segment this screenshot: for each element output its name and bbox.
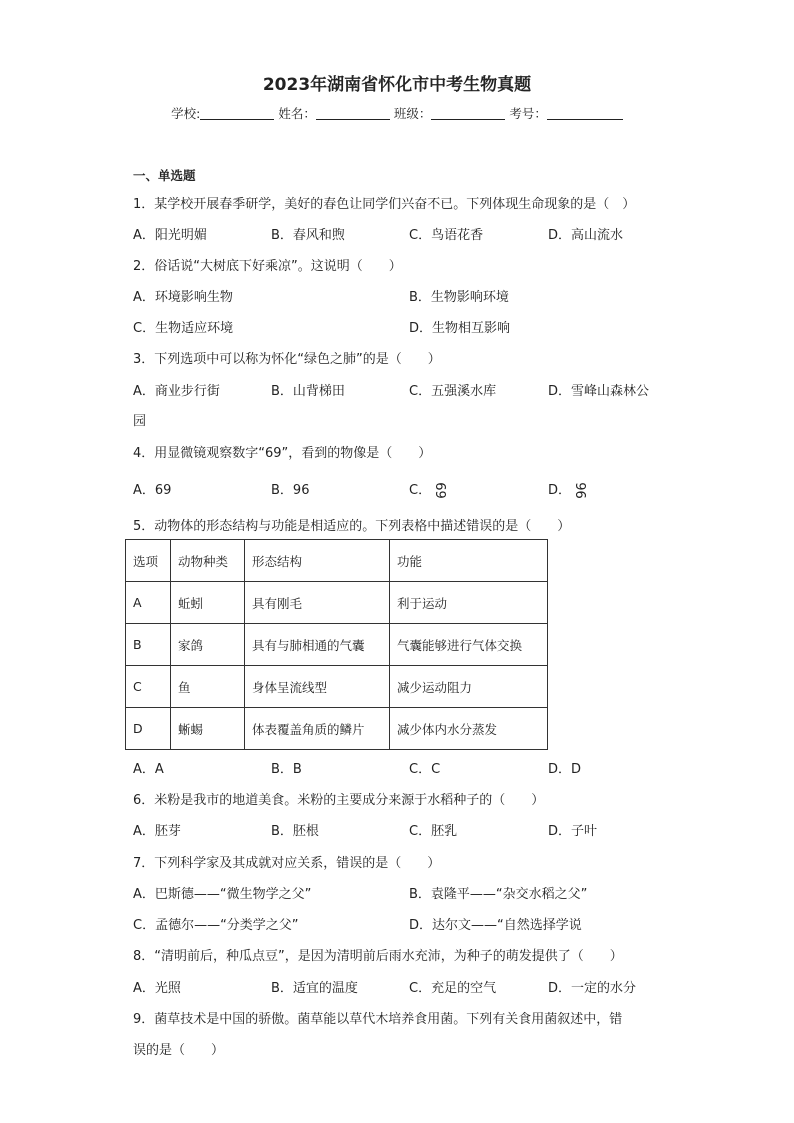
q1-option-a: A．阳光明媚 — [133, 228, 207, 243]
table-cell: 减少体内水分蒸发 — [390, 708, 548, 750]
question-8: 8．“清明前后，种瓜点豆”，是因为清明前后雨水充沛，为种子的萌发提供了（ ） — [133, 949, 623, 964]
q3-option-a: A．商业步行街 — [133, 384, 220, 399]
q8-option-a: A．光照 — [133, 981, 181, 996]
table-cell: 体表覆盖角质的鳞片 — [245, 708, 390, 750]
table-cell: A — [126, 582, 171, 624]
table-row — [126, 666, 548, 708]
table-cell: 蜥蜴 — [171, 708, 245, 750]
question-7: 7．下列科学家及其成就对应关系，错误的是（ ） — [133, 856, 441, 871]
q2-option-c: C．生物适应环境 — [133, 321, 234, 336]
table-cell: D — [126, 708, 171, 750]
q1-option-c: C．鸟语花香 — [409, 228, 484, 243]
class-label: 班级： — [393, 106, 432, 121]
q4-option-a: A．69 — [133, 483, 172, 498]
q7-option-b: B．袁隆平——“杂交水稻之父” — [409, 887, 588, 902]
q8-option-c: C．充足的空气 — [409, 981, 497, 996]
student-info-line — [0, 104, 794, 122]
table-header-cell: 形态结构 — [245, 540, 390, 582]
table-header-cell: 选项 — [126, 540, 171, 582]
table-header-row — [126, 540, 548, 582]
question-1: 1．某学校开展春季研学，美好的春色让同学们兴奋不已。下列体现生命现象的是（ ） — [133, 197, 636, 212]
name-label: 姓名： — [278, 106, 316, 121]
q6-option-a: A．胚芽 — [133, 824, 181, 839]
question-5: 5．动物体的形态结构与功能是相适应的。下列表格中描述错误的是（ ） — [133, 519, 571, 534]
q7-option-d: D．达尔文——“自然选择学说 — [409, 918, 582, 933]
table-row — [126, 624, 548, 666]
q1-option-d: D．高山流水 — [548, 228, 624, 243]
table-cell: 身体呈流线型 — [245, 666, 390, 708]
school-blank — [200, 106, 274, 120]
q3-option-b: B．山背梯田 — [271, 384, 345, 399]
q5-option-a: A．A — [133, 762, 164, 777]
class-blank — [431, 106, 505, 120]
q3-option-d-wrap: 园 — [133, 414, 147, 429]
table-row — [126, 708, 548, 750]
question-9: 9．菌草技术是中国的骄傲。菌草能以草代木培养食用菌。下列有关食用菌叙述中，错 — [133, 1012, 623, 1027]
table-cell: 蚯蚓 — [171, 582, 245, 624]
q4-option-c — [409, 479, 448, 498]
table-cell: 鱼 — [171, 666, 245, 708]
question-2: 2．俗话说“大树底下好乘凉”。这说明（ ） — [133, 259, 402, 274]
q2-option-d: D．生物相互影响 — [409, 321, 511, 336]
q2-option-b: B．生物影响环境 — [409, 290, 509, 305]
table-cell: 气囊能够进行气体交换 — [390, 624, 548, 666]
q4-option-d-label: D． — [548, 483, 572, 498]
q6-option-b: B．胚根 — [271, 824, 319, 839]
q4-option-b: B．96 — [271, 483, 310, 498]
q6-option-c: C．胚乳 — [409, 824, 458, 839]
q5-table — [125, 539, 548, 750]
question-3: 3．下列选项中可以称为怀化“绿色之肺”的是（ ） — [133, 352, 441, 367]
question-4: 4．用显微镜观察数字“69”，看到的物像是（ ） — [133, 446, 432, 461]
q2-option-a: A．环境影响生物 — [133, 290, 233, 305]
q4-option-d — [548, 479, 588, 498]
q3-option-d: D．雪峰山森林公 — [548, 384, 650, 399]
table-cell: 家鸽 — [171, 624, 245, 666]
table-header-cell: 动物种类 — [171, 540, 245, 582]
question-9-continued: 误的是（ ） — [133, 1043, 225, 1058]
q4-option-c-label: C． — [409, 483, 432, 498]
q5-option-b: B．B — [271, 762, 302, 777]
q3-option-c: C．五强溪水库 — [409, 384, 497, 399]
table-cell: 减少运动阻力 — [390, 666, 548, 708]
table-cell: B — [126, 624, 171, 666]
q5-option-d: D．D — [548, 762, 582, 777]
q4-option-c-rotated-digits: 69 — [431, 482, 447, 499]
q5-option-c: C．C — [409, 762, 441, 777]
exam-no-label: 考号： — [509, 106, 547, 121]
page-title: 2023年湖南省怀化市中考生物真题 — [262, 75, 532, 95]
exam-no-blank — [547, 106, 623, 120]
name-blank — [316, 106, 390, 120]
school-label: 学校: — [171, 106, 201, 121]
q8-option-b: B．适宜的温度 — [271, 981, 358, 996]
q7-option-c: C．孟德尔——“分类学之父” — [133, 918, 299, 933]
table-cell: 利于运动 — [390, 582, 548, 624]
q8-option-d: D．一定的水分 — [548, 981, 637, 996]
q7-option-a: A．巴斯德——“微生物学之父” — [133, 887, 312, 902]
q6-option-d: D．子叶 — [548, 824, 598, 839]
table-cell: 具有刚毛 — [245, 582, 390, 624]
section-heading: 一、单选题 — [133, 168, 196, 183]
q4-option-d-rotated-digits: 96 — [571, 482, 587, 499]
q1-option-b: B．春风和煦 — [271, 228, 345, 243]
table-cell: 具有与肺相通的气囊 — [245, 624, 390, 666]
question-6: 6．米粉是我市的地道美食。米粉的主要成分来源于水稻种子的（ ） — [133, 793, 545, 808]
table-cell: C — [126, 666, 171, 708]
table-row — [126, 582, 548, 624]
table-header-cell: 功能 — [390, 540, 548, 582]
